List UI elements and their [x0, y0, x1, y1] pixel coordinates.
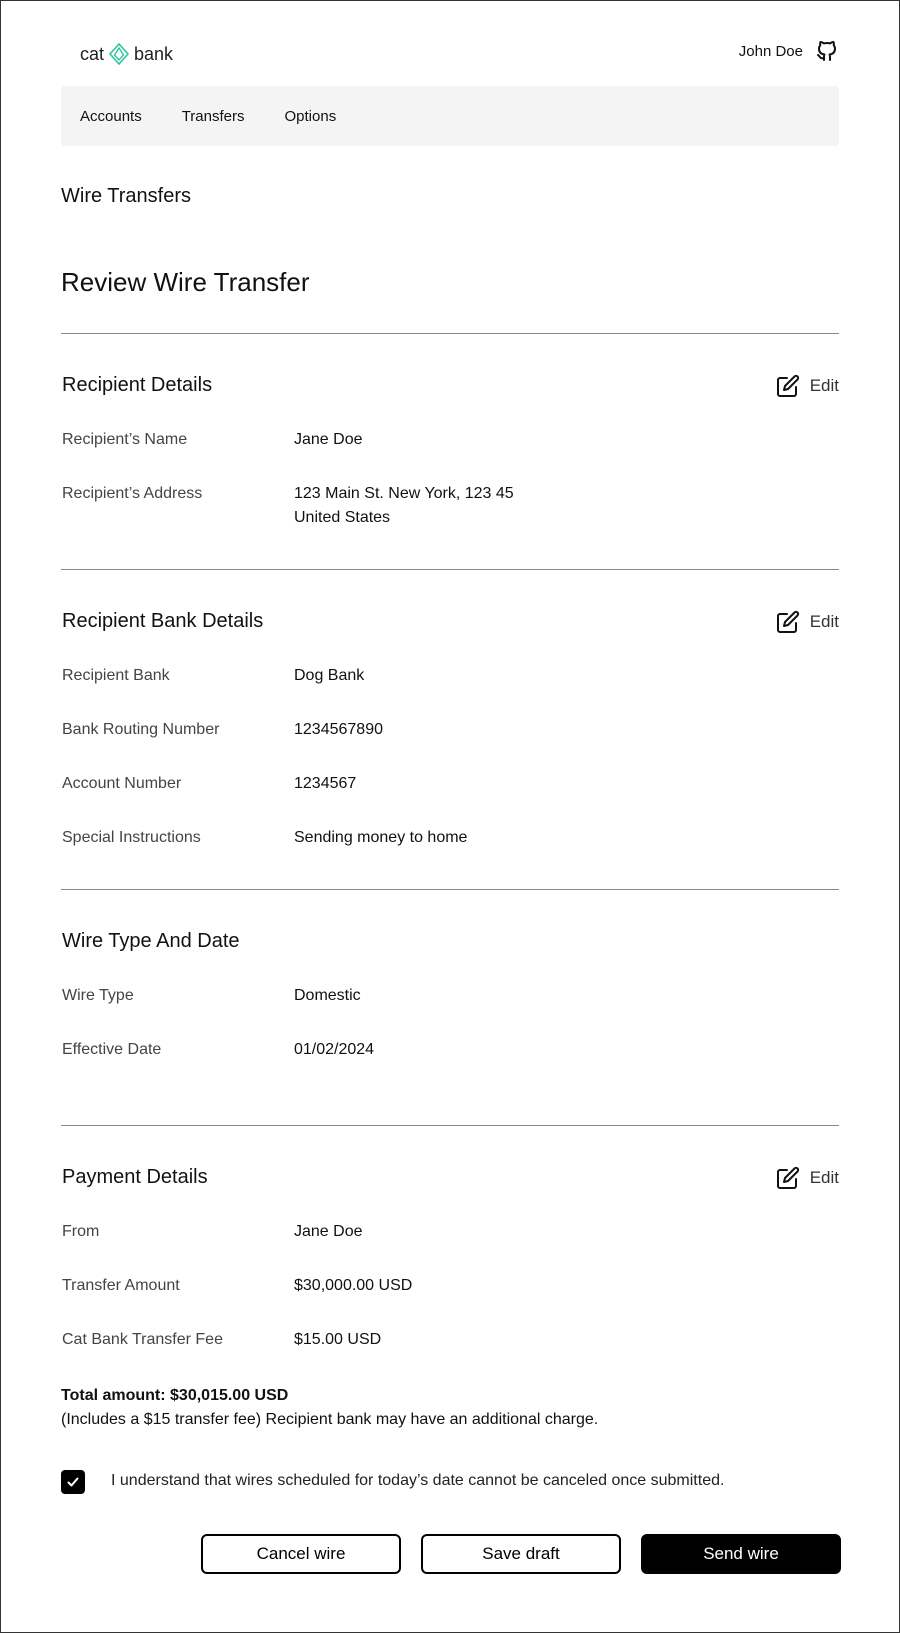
breadcrumb[interactable]: Wire Transfers [61, 185, 192, 207]
address-line-2: United States [294, 509, 391, 526]
agreement [61, 1470, 725, 1494]
github-icon[interactable] [815, 39, 839, 63]
page-title: Review Wire Transfer [61, 267, 310, 297]
agreement-checkbox[interactable] [61, 1470, 85, 1494]
from-label: From [62, 1223, 100, 1240]
recipient-name-value: Jane Doe [294, 431, 363, 448]
total-note: (Includes a $15 transfer fee) Recipient bank may have an additional charge. [61, 1411, 599, 1428]
special-instructions-label: Special Instructions [62, 829, 201, 846]
edit-label: Edit [809, 1168, 839, 1187]
edit-icon [776, 610, 800, 634]
edit-recipient-button[interactable] [776, 374, 839, 398]
recipient-bank-value: Dog Bank [294, 667, 365, 684]
save-draft-button[interactable]: Save draft [421, 1534, 621, 1574]
transfer-amount-label: Transfer Amount [62, 1277, 180, 1294]
divider [61, 569, 839, 570]
wire-type-label: Wire Type [62, 987, 134, 1004]
account-number-label: Account Number [62, 775, 182, 792]
edit-label: Edit [809, 612, 839, 631]
transfer-fee-label: Cat Bank Transfer Fee [62, 1331, 223, 1348]
logo-mark-icon [108, 43, 130, 65]
edit-icon [776, 1166, 800, 1190]
recipient-bank-label: Recipient Bank [62, 667, 170, 684]
cancel-wire-button[interactable]: Cancel wire [201, 1534, 401, 1574]
wire-type-title: Wire Type And Date [62, 930, 240, 952]
logo-text-cat: cat [80, 43, 105, 64]
from-value: Jane Doe [294, 1223, 363, 1240]
address-line-1: 123 Main St. New York, 123 45 [294, 485, 514, 502]
nav-item-options[interactable]: Options [284, 107, 337, 125]
special-instructions-value: Sending money to home [294, 829, 468, 846]
edit-icon [776, 374, 800, 398]
recipient-details-title: Recipient Details [62, 374, 213, 396]
edit-payment-button[interactable] [776, 1166, 839, 1190]
cat-bank-logo[interactable] [80, 43, 173, 65]
logo-text-bank: bank [134, 43, 174, 64]
transfer-fee-value: $15.00 USD [294, 1331, 382, 1348]
routing-number-label: Bank Routing Number [62, 721, 220, 738]
payment-details-title: Payment Details [62, 1166, 208, 1188]
edit-label: Edit [809, 376, 839, 395]
account-number-value: 1234567 [294, 775, 357, 792]
total-summary [61, 1384, 598, 1432]
effective-date-label: Effective Date [62, 1041, 162, 1058]
effective-date-value: 01/02/2024 [294, 1041, 375, 1058]
transfer-amount-value: $30,000.00 USD [294, 1277, 413, 1294]
divider [61, 333, 839, 334]
edit-bank-button[interactable] [776, 610, 839, 634]
divider [61, 889, 839, 890]
total-amount: Total amount: $30,015.00 USD [61, 1387, 289, 1404]
top-bar [61, 35, 839, 75]
checkmark-icon [66, 1475, 80, 1489]
nav-item-transfers[interactable]: Transfers [181, 107, 245, 125]
user-menu[interactable] [739, 39, 839, 63]
nav-item-accounts[interactable]: Accounts [80, 107, 142, 125]
main-nav [61, 86, 839, 146]
agreement-text: I understand that wires scheduled for today’s date cannot be canceled once submitted. [111, 1472, 725, 1489]
bank-details-title: Recipient Bank Details [62, 610, 264, 632]
recipient-address-value [294, 482, 514, 530]
send-wire-button[interactable]: Send wire [641, 1534, 841, 1574]
routing-number-value: 1234567890 [294, 721, 383, 738]
recipient-name-label: Recipient’s Name [62, 431, 188, 448]
wire-type-value: Domestic [294, 987, 361, 1004]
recipient-address-label: Recipient’s Address [62, 485, 203, 502]
user-name: John Doe [738, 42, 803, 60]
divider [61, 1125, 839, 1126]
